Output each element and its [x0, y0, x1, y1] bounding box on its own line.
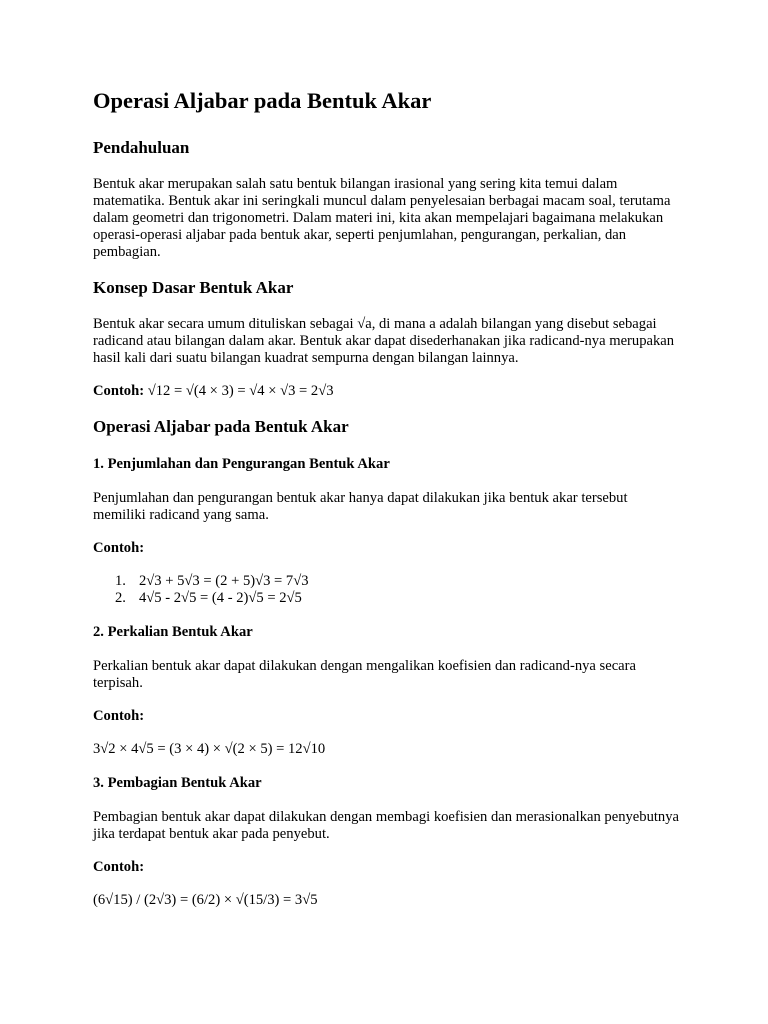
- example-label: Contoh:: [93, 383, 145, 399]
- example-formula: √12 = √(4 × 3) = √4 × √3 = 2√3: [144, 383, 334, 399]
- list-item: [93, 590, 683, 607]
- paragraph-konsep: Bentuk akar secara umum dituliskan sebagai √a, di mana a adalah bilangan yang disebut sebagai radicand atau bilangan dalam akar. Bentuk akar dapat disederhanakan jika radicand-nya merupakan hasil kali dari suatu bilangan kuadrat sempurna dengan bilangan lainnya.: [93, 316, 675, 366]
- example-formula: (6√15) / (2√3) = (6/2) × √(15/3) = 3√5: [93, 892, 318, 908]
- paragraph-pendahuluan: Bentuk akar merupakan salah satu bentuk bilangan irasional yang sering kita temui dalam matematika. Bentuk akar ini seringkali muncul dalam penyelesaian berbagai macam soal, terutama dalam geometri dan trigonometri. Dalam materi ini, kita akan mempelajari bagaimana melakukan operasi-operasi aljabar pada bentuk akar, seperti penjumlahan, pengurangan, perkalian, dan pembagian.: [93, 176, 671, 260]
- example-list: [93, 573, 683, 607]
- example-label: Contoh:: [93, 540, 145, 556]
- section-heading-pendahuluan: Pendahuluan: [93, 138, 190, 157]
- section-heading-operasi: Operasi Aljabar pada Bentuk Akar: [93, 417, 349, 436]
- subsection-heading-pembagian: 3. Pembagian Bentuk Akar: [93, 775, 262, 791]
- paragraph-pembagian: Pembagian bentuk akar dapat dilakukan dengan membagi koefisien dan merasionalkan penyebutnya jika terdapat bentuk akar pada penyebut.: [93, 809, 679, 842]
- example-label: Contoh:: [93, 708, 145, 724]
- document-page: [93, 86, 683, 925]
- section-heading-konsep: Konsep Dasar Bentuk Akar: [93, 278, 294, 297]
- example-konsep: [93, 383, 683, 400]
- list-item-formula: 2√3 + 5√3 = (2 + 5)√3 = 7√3: [139, 573, 309, 589]
- list-item-formula: 4√5 - 2√5 = (4 - 2)√5 = 2√5: [139, 590, 302, 606]
- list-item-number: 1.: [115, 573, 126, 589]
- paragraph-penjumlahan: Penjumlahan dan pengurangan bentuk akar hanya dapat dilakukan jika bentuk akar tersebut memiliki radicand yang sama.: [93, 490, 628, 523]
- example-label: Contoh:: [93, 859, 145, 875]
- example-formula: 3√2 × 4√5 = (3 × 4) × √(2 × 5) = 12√10: [93, 741, 326, 757]
- subsection-heading-perkalian: 2. Perkalian Bentuk Akar: [93, 624, 253, 640]
- subsection-heading-penjumlahan: 1. Penjumlahan dan Pengurangan Bentuk Akar: [93, 456, 390, 472]
- paragraph-perkalian: Perkalian bentuk akar dapat dilakukan dengan mengalikan koefisien dan radicand-nya secara terpisah.: [93, 658, 636, 691]
- page-title: Operasi Aljabar pada Bentuk Akar: [93, 88, 432, 113]
- list-item-number: 2.: [115, 590, 126, 606]
- list-item: [93, 573, 683, 590]
